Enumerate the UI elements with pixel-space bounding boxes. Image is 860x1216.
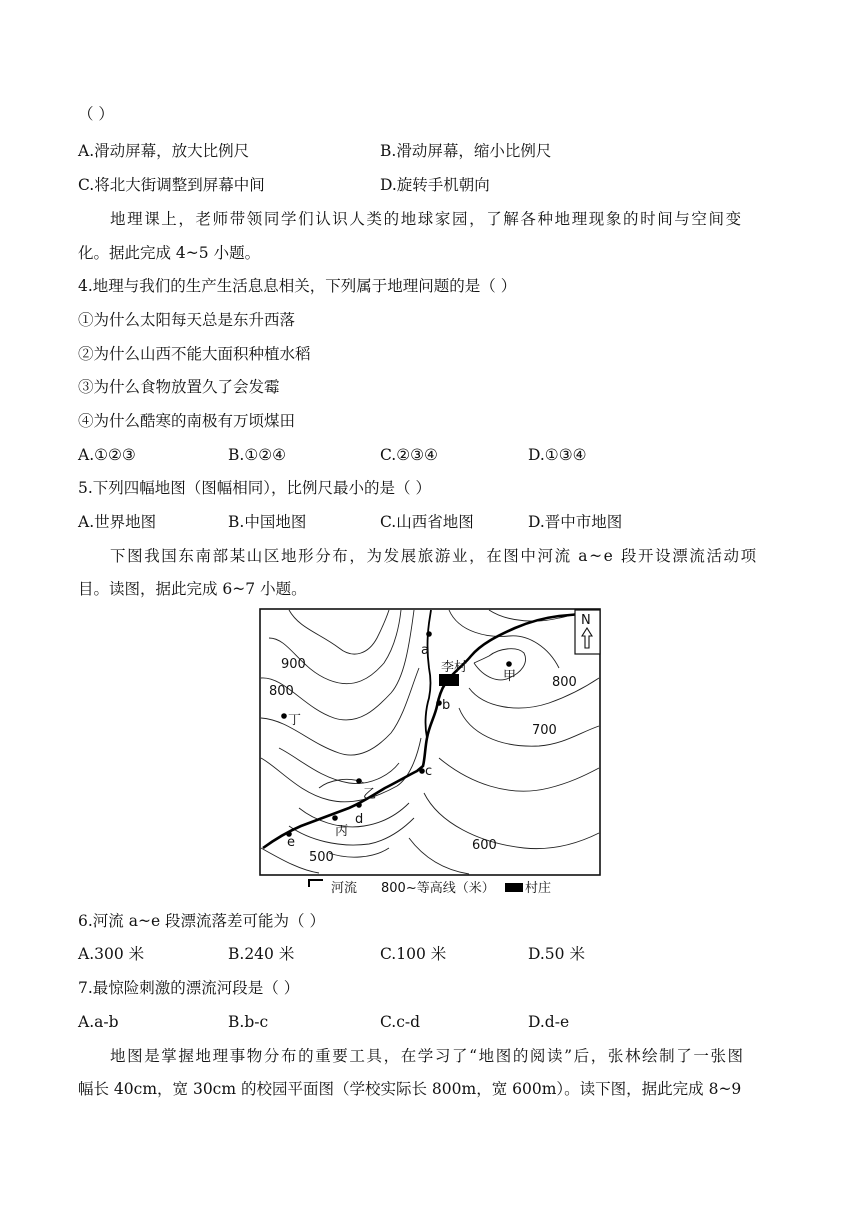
contour-label-600: 600 [472, 838, 497, 853]
place-yi-marker [356, 778, 362, 784]
intro-8-9-line1: 地图是掌握地理事物分布的重要工具，在学习了“地图的阅读”后，张林绘制了一张图 [110, 1047, 745, 1065]
q7-stem: 7.最惊险刺激的漂流河段是（ ） [78, 979, 300, 997]
q3-option-b: B.滑动屏幕，缩小比例尺 [380, 142, 552, 160]
point-b-label: b [442, 698, 451, 713]
legend-river-icon [309, 880, 323, 887]
topographic-map [259, 608, 605, 900]
village-label: 李村 [441, 660, 468, 675]
q6-stem: 6.河流 a~e 段漂流落差可能为（ ） [78, 912, 325, 930]
q6-option-d: D.50 米 [528, 945, 585, 963]
place-yi-label: 乙 [363, 787, 377, 802]
q6-option-c: C.100 米 [380, 945, 447, 963]
q7-option-c: C.c-d [380, 1013, 421, 1031]
place-jia-marker [506, 661, 512, 667]
contour-label-900: 900 [281, 657, 306, 672]
q5-option-d: D.晋中市地图 [528, 513, 623, 531]
q5-stem: 5.下列四幅地图（图幅相同），比例尺最小的是（ ） [78, 479, 431, 497]
north-arrow [575, 610, 600, 654]
place-bing-label: 丙 [335, 824, 349, 839]
place-ding-marker [281, 713, 287, 719]
point-c-label: c [425, 764, 433, 779]
q4-item-3: ③为什么食物放置久了会发霉 [78, 378, 280, 396]
legend-village-label: 村庄 [525, 881, 552, 896]
q7-option-b: B.b-c [228, 1013, 269, 1031]
q6-option-b: B.240 米 [228, 945, 295, 963]
q3-option-a: A.滑动屏幕，放大比例尺 [78, 142, 250, 160]
q5-option-a: A.世界地图 [78, 513, 157, 531]
point-d-label: d [355, 812, 364, 827]
place-jia-label: 甲 [503, 669, 517, 684]
q5-option-b: B.中国地图 [228, 513, 307, 531]
q4-item-4: ④为什么酷寒的南极有万顷煤田 [78, 412, 296, 430]
point-a-label: a [421, 643, 429, 658]
point-c-marker [419, 768, 425, 774]
contour-label-500: 500 [309, 850, 334, 865]
intro-8-9-line2: 幅长 40cm，宽 30cm 的校园平面图（学校实际长 800m，宽 600m）。读下图，据此完成 8~9 [78, 1080, 742, 1098]
map-frame [260, 609, 600, 875]
point-e-label: e [287, 835, 295, 850]
q4-item-2: ②为什么山西不能大面积种植水稻 [78, 345, 311, 363]
legend-river-label: 河流 [331, 881, 358, 896]
point-a-marker [426, 631, 432, 637]
q4-option-b: B.①②④ [228, 446, 287, 464]
intro-6-7-line1: 下图我国东南部某山区地形分布，为发展旅游业，在图中河流 a~e 段开设漂流活动项 [110, 547, 758, 565]
q7-option-d: D.d-e [528, 1013, 570, 1031]
q3-answer-bracket: （ ） [78, 105, 114, 123]
point-d-marker [356, 802, 362, 808]
contour-label-700: 700 [532, 723, 557, 738]
q7-option-a: A.a-b [78, 1013, 119, 1031]
map-legend [309, 880, 551, 896]
point-b-marker [436, 700, 442, 706]
q6-option-a: A.300 米 [78, 945, 145, 963]
q4-stem: 4.地理与我们的生产生活息息相关，下列属于地理问题的是（ ） [78, 277, 517, 295]
q3-option-d: D.旋转手机朝向 [380, 176, 490, 194]
village-block [439, 674, 459, 686]
place-bing-marker [332, 815, 338, 821]
contour-label-800-east: 800 [552, 675, 577, 690]
intro-6-7-line2: 目。读图，据此完成 6~7 小题。 [78, 580, 307, 598]
contour-label-800-west: 800 [269, 684, 294, 699]
q4-option-c: C.②③④ [380, 446, 438, 464]
intro-4-5-line2: 化。据此完成 4~5 小题。 [78, 244, 261, 262]
q3-option-c: C.将北大街调整到屏幕中间 [78, 176, 265, 194]
q4-item-1: ①为什么太阳每天总是东升西落 [78, 311, 296, 329]
q4-option-a: A.①②③ [78, 446, 136, 464]
place-ding-label: 丁 [288, 713, 302, 728]
intro-4-5-line1: 地理课上，老师带领同学们认识人类的地球家园，了解各种地理现象的时间与空间变 [110, 210, 743, 228]
q5-option-c: C.山西省地图 [380, 513, 474, 531]
legend-village-icon [505, 883, 523, 892]
legend-contour-label: 800~等高线（米） [381, 881, 495, 896]
north-arrow-label: N [581, 613, 591, 628]
q4-option-d: D.①③④ [528, 446, 587, 464]
